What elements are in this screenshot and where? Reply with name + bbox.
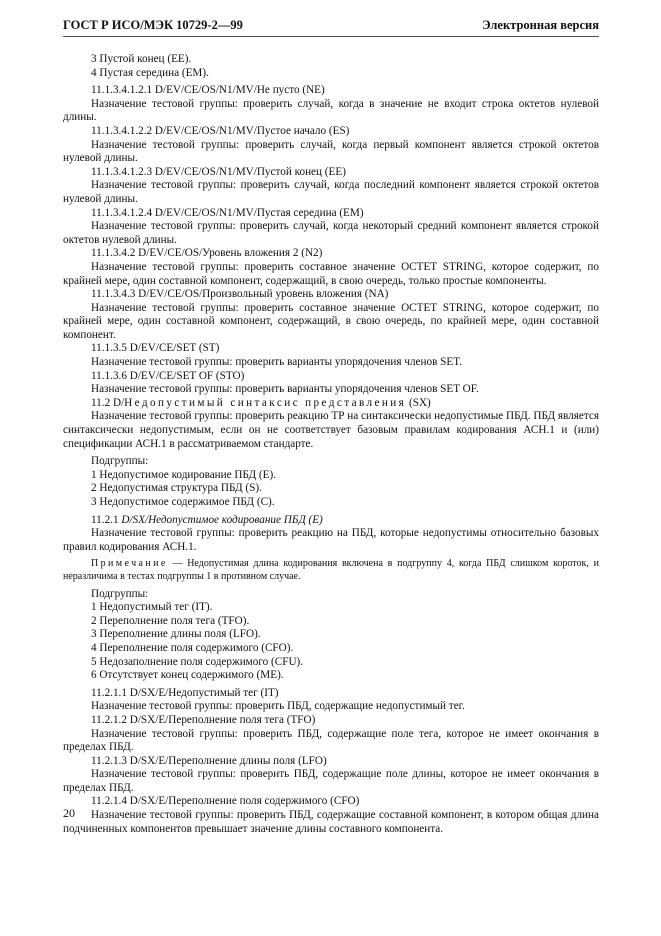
section-title: Недопустимый синтаксис представления — [124, 396, 407, 409]
paragraph: Назначение тестовой группы: проверить ПБД, содержащие поле тега, которое не имеет окончания в пределах ПБД. — [63, 727, 599, 754]
list-item: 4 Переполнение поля содержимого (CFO). — [91, 641, 294, 654]
subgroups-label: Подгруппы: — [91, 455, 149, 468]
section-heading: 11.1.3.6 D/EV/CE/SET OF (STO) — [91, 369, 245, 382]
section-heading: 11.1.3.4.1.2.1 D/EV/CE/OS/N1/MV/Не пусто (NE) — [91, 84, 325, 97]
section-heading: 11.1.3.4.3 D/EV/CE/OS/Произвольный уровень вложения (NA) — [91, 288, 389, 301]
list-item: 1 Недопустимый тег (IT). — [91, 601, 213, 614]
note-label: Примечание — [91, 558, 168, 570]
section-heading: 11.1.3.4.1.2.4 D/EV/CE/OS/N1/MV/Пустая середина (EM) — [91, 206, 364, 219]
paragraph: Назначение тестовой группы: проверить реакцию ТР на синтаксически недопустимые ПБД. ПБД является синтаксически недопустимым, если он не соответствует базовым правилам кодирования АСН.1 и (или) спецификации АСН.1 в рассматриваемом стандарте. — [63, 410, 599, 450]
list-item: 3 Недопустимое содержимое ПБД (C). — [91, 496, 275, 508]
section-heading: 11.1.3.4.2 D/EV/CE/OS/Уровень вложения 2 (N2) — [91, 247, 323, 260]
section-heading — [63, 514, 599, 528]
paragraph: Назначение тестовой группы: проверить составное значение OCTET STRING, которое содержит, по крайней мере, один составной компонент, содержащий, в свою очередь, только простые компоненты. — [63, 260, 599, 287]
section-heading: 11.2.1.3 D/SX/E/Переполнение длины поля (LFO) — [91, 754, 327, 767]
note-text: — Недопустимая длина кодирования включена в подгруппу 4, когда ПБД слишком короток, и неразличима в тестах подгруппы 1 в противном случае. — [63, 558, 599, 582]
page-header — [63, 18, 599, 36]
list-item: 6 Отсутствует конец содержимого (ME). — [91, 669, 284, 682]
list-item: 3 Переполнение длины поля (LFO). — [91, 628, 261, 641]
list-item: 2 Недопустимая структура ПБД (S). — [91, 482, 262, 495]
paragraph: Назначение тестовой группы: проверить случай, когда последний компонент является строкой октетов нулевой длины. — [63, 179, 599, 205]
paragraph: Назначение тестовой группы: проверить варианты упорядочения членов SET. — [91, 356, 463, 369]
paragraph: Назначение тестовой группы: проверить варианты упорядочения членов SET OF. — [91, 383, 479, 396]
section-code: (SX) — [406, 396, 431, 409]
note — [63, 558, 599, 583]
paragraph: Назначение тестовой группы: проверить ПБД, содержащие недопустимый тег. — [91, 700, 465, 713]
document-code: ГОСТ Р ИСО/МЭК 10729-2—99 — [63, 18, 243, 32]
paragraph: Назначение тестовой группы: проверить случай, когда некоторый средний компонент является строкой октетов нулевой длины. — [63, 220, 599, 246]
section-heading: 11.2.1.1 D/SX/E/Недопустимый тег (IT) — [91, 686, 279, 699]
list-item: 5 Недозаполнение поля содержимого (CFU). — [91, 655, 304, 668]
header-rule — [63, 36, 599, 37]
section-number: 11.2.1 — [91, 513, 122, 526]
edition-label: Электронная версия — [482, 18, 599, 32]
section-number: 11.2 D/ — [91, 396, 125, 409]
list-item: 3 Пустой конец (EE). — [91, 53, 192, 65]
subgroups-label: Подгруппы: — [91, 587, 149, 600]
list-item: 1 Недопустимое кодирование ПБД (E). — [91, 468, 276, 481]
section-heading: 11.1.3.5 D/EV/CE/SET (ST) — [91, 342, 220, 355]
paragraph: Назначение тестовой группы: проверить случай, когда первый компонент является строкой октетов нулевой длины. — [63, 138, 599, 165]
paragraph: Назначение тестовой группы: проверить ПБД, содержащие составной компонент, в котором общая длина подчиненных компонентов превышает значение длины составного компонента. — [63, 809, 599, 835]
list-item: 2 Переполнение поля тега (TFO). — [91, 614, 250, 627]
page-number: 20 — [63, 806, 75, 820]
paragraph: Назначение тестовой группы: проверить реакцию на ПБД, которые недопустимы относительно базовых правил кодирования АСН.1. — [63, 527, 599, 553]
section-heading — [63, 397, 599, 411]
section-heading: 11.1.3.4.1.2.3 D/EV/CE/OS/N1/MV/Пустой конец (EE) — [91, 165, 346, 178]
paragraph: Назначение тестовой группы: проверить составное значение OCTET STRING, которое содержит, по крайней мере, один составной компонент, содержащий, в свою очередь, по крайней мере, один составной компонент. — [63, 301, 599, 341]
section-heading: 11.2.1.4 D/SX/E/Переполнение поля содержимого (CFO) — [91, 795, 360, 808]
page-body — [63, 53, 599, 836]
paragraph: Назначение тестовой группы: проверить случай, когда в значение не входит строка октетов нулевой длины. — [63, 97, 599, 124]
section-title: D/SX/Недопустимое кодирование ПБД (E) — [121, 513, 323, 526]
section-heading: 11.1.3.4.1.2.2 D/EV/CE/OS/N1/MV/Пустое начало (ES) — [91, 124, 350, 137]
section-heading: 11.2.1.2 D/SX/E/Переполнение поля тега (TFO) — [91, 713, 316, 726]
paragraph: Назначение тестовой группы: проверить ПБД, содержащие поле длины, которое не имеет окончания в пределах ПБД. — [63, 768, 599, 794]
list-item: 4 Пустая середина (EM). — [91, 66, 209, 79]
